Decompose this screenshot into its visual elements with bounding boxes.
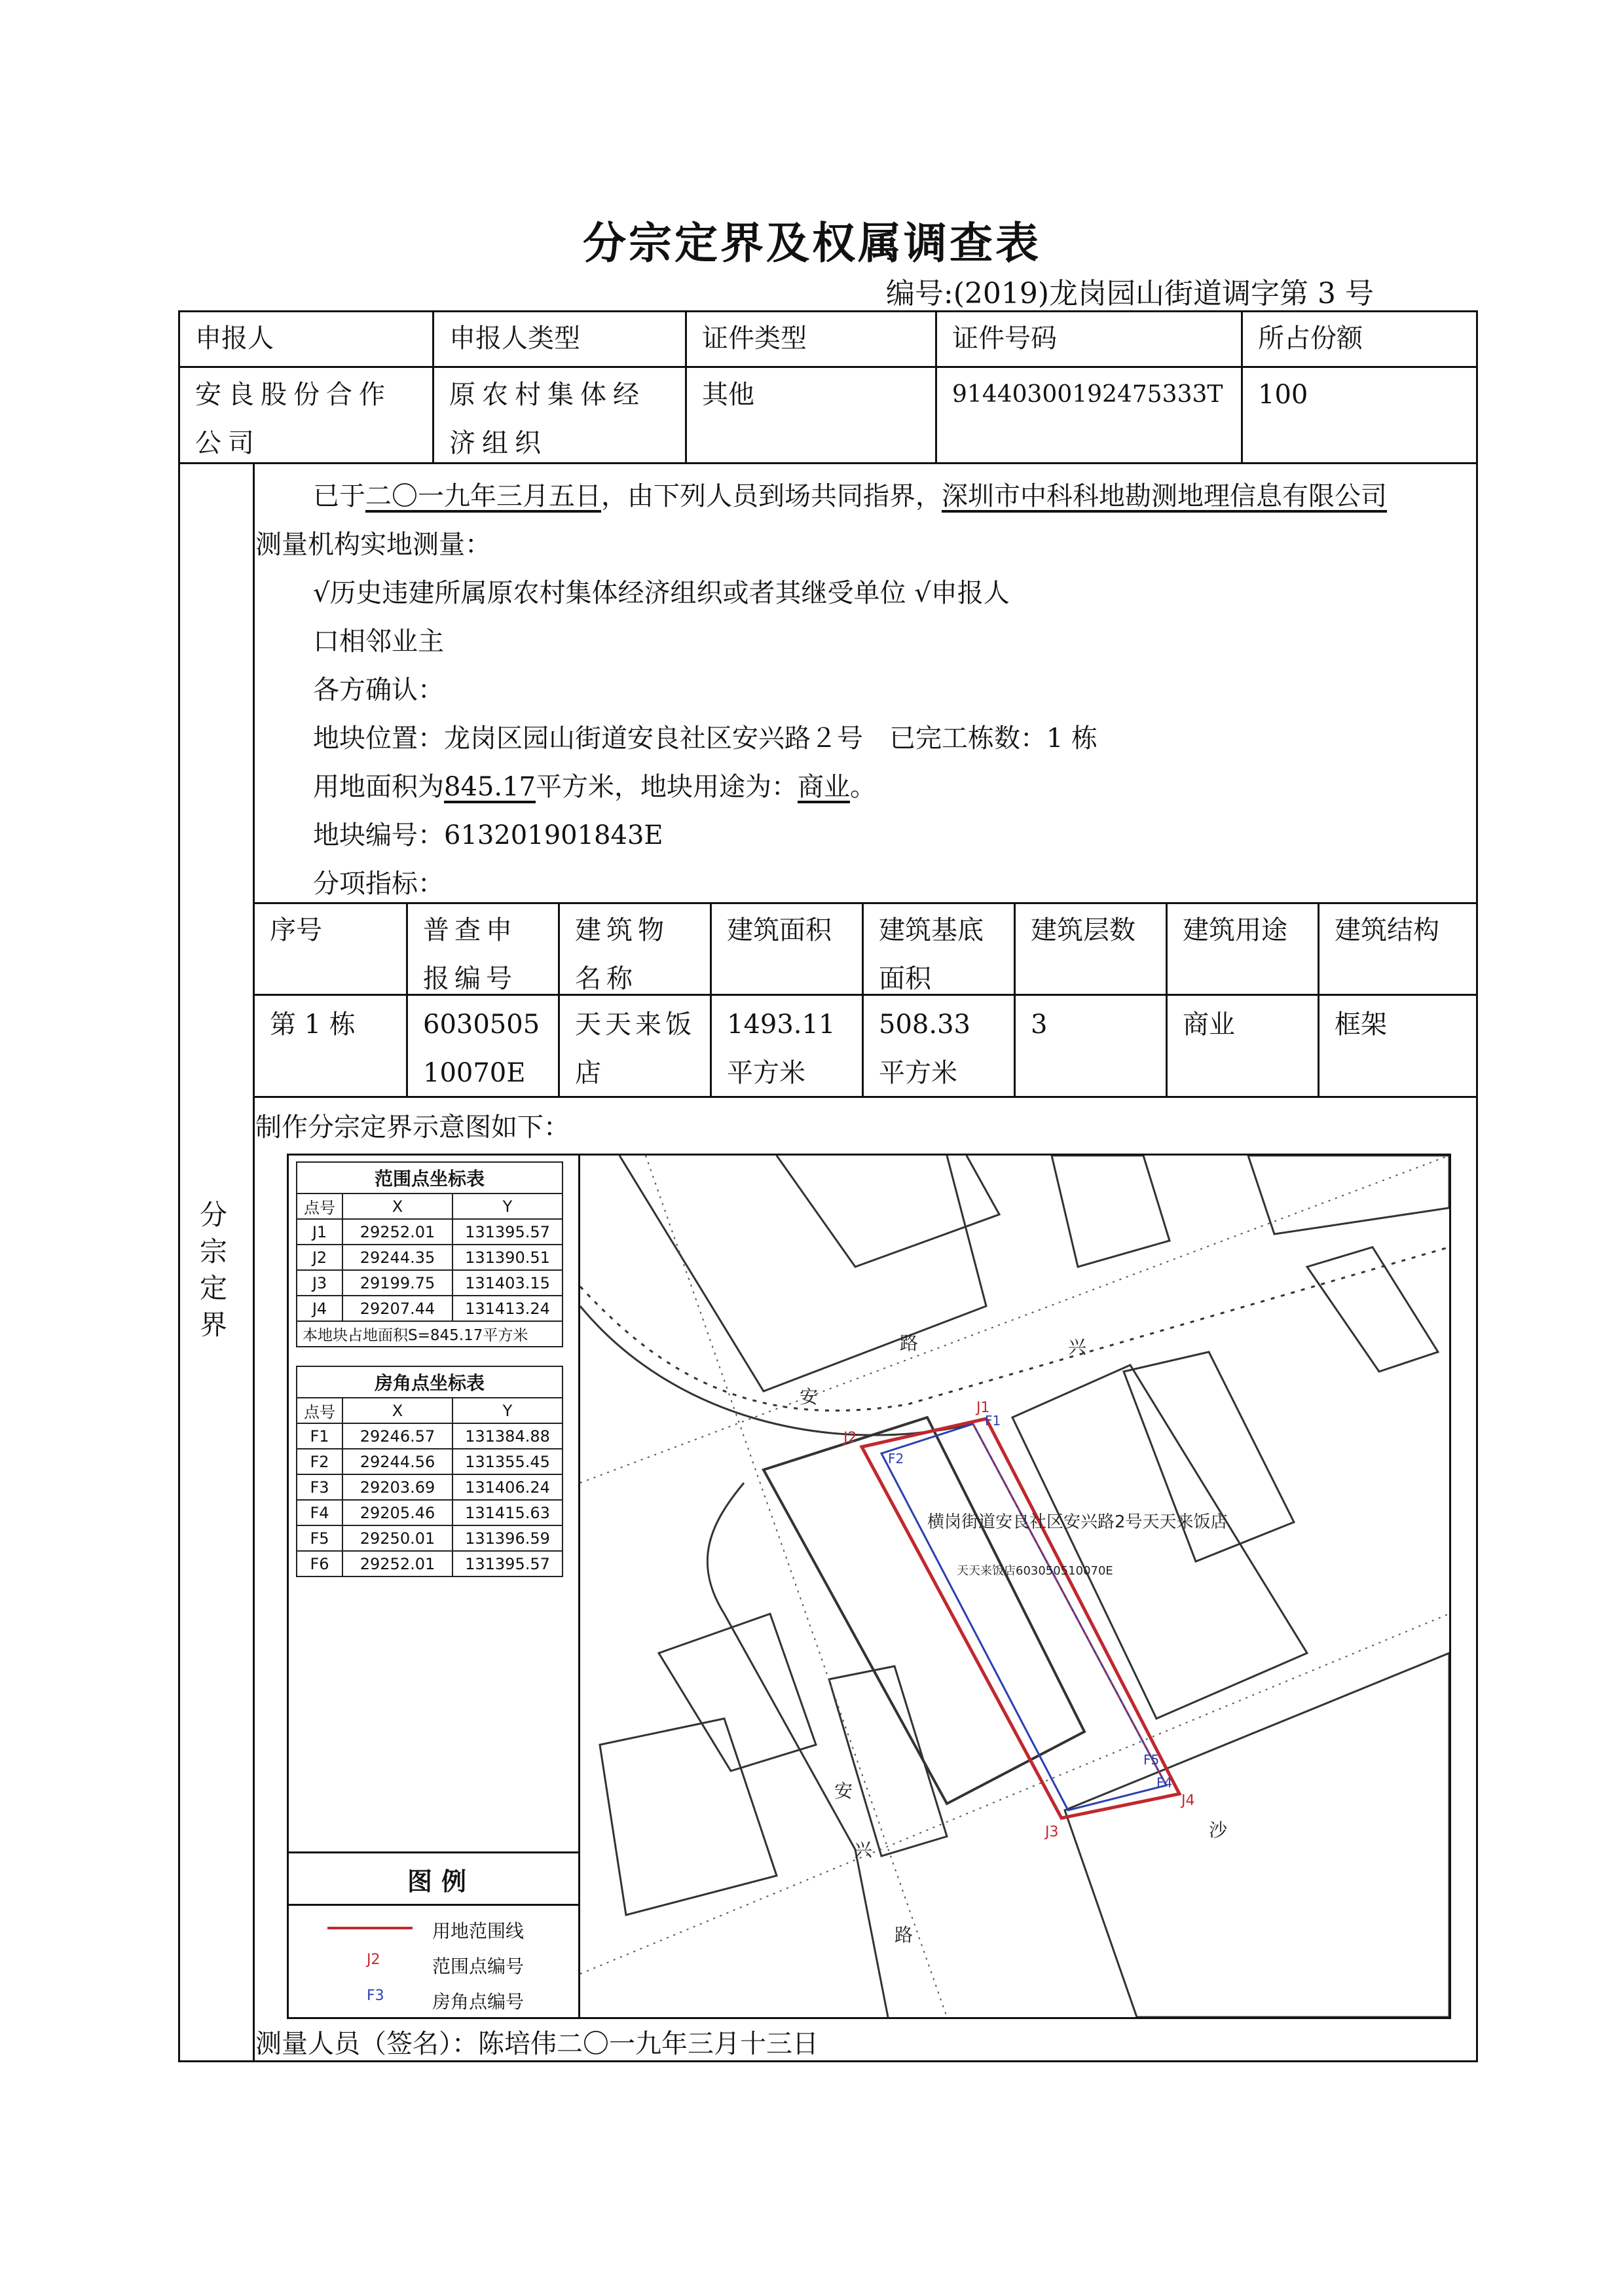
building-outline-e [1307, 1247, 1438, 1372]
building-outline-c [1052, 1156, 1170, 1267]
road-label-6: 路 [895, 1924, 913, 1946]
table-row: F6 29252.01 131395.57 [297, 1551, 563, 1576]
body-line-1: 已于二〇一九年三月五日，由下列人员到场共同指界，深圳市中科科地勘测地理信息有限公司 [313, 481, 1387, 511]
id-type-value: 其他 [702, 380, 754, 410]
point-label-j4: J4 [1181, 1793, 1195, 1809]
id-number-value: 91440300192475333T [952, 381, 1223, 408]
bt-row-seq: 第 1 栋 [270, 1010, 356, 1040]
dotted-line-3 [646, 1156, 947, 2017]
body-line-4: 口相邻业主 [313, 627, 444, 657]
body-line-location: 地块位置：龙岗区园山街道安良社区安兴路２号 已完工栋数：1 栋 [313, 723, 1098, 754]
boundary-coordinate-table [296, 1161, 563, 1347]
road-curb-north [580, 1306, 973, 1435]
bt-row-area: 1493.11 平方米 [727, 1010, 836, 1088]
table-row: J3 29199.75 131403.15 [297, 1270, 563, 1296]
point-label-f2: F2 [888, 1451, 904, 1467]
cct-header-point: 点号 [297, 1398, 342, 1423]
road-edge-north [580, 1247, 1449, 1411]
table-row: F5 29250.01 131396.59 [297, 1525, 563, 1551]
diagram-caption: 制作分宗定界示意图如下： [255, 1112, 570, 1142]
road-label-1: 安 [800, 1386, 819, 1408]
legend-title-divider [289, 1904, 580, 1906]
header-applicant-type: 申报人类型 [449, 323, 580, 354]
building-outline-b [777, 1156, 999, 1267]
bt-row-use: 商业 [1183, 1010, 1235, 1040]
table-row: J2 29244.35 131390.51 [297, 1245, 563, 1270]
surveyor-signature-line: 测量人员（签名）：陈培伟二〇一九年三月十三日 [255, 2029, 819, 2059]
adjacent-building-1 [1012, 1365, 1307, 1719]
body-line-parcel-id: 地块编号：613201901843E [313, 820, 663, 850]
building-label: 天天来饭店603050510070E [957, 1564, 1113, 1578]
bt-header-name: 建筑物名称 [575, 915, 669, 994]
parcel-label: 横岗街道安良社区安兴路2号天天来饭店 [927, 1512, 1228, 1532]
applicant-type-value: 原农村集体经济组织 [449, 380, 646, 458]
bct-header-y: Y [452, 1194, 563, 1219]
building-footprint [881, 1424, 1166, 1810]
dotted-line-1 [580, 1156, 1449, 1483]
site-map [580, 1156, 1449, 2017]
land-boundary-line [862, 1419, 1179, 1818]
building-outline-d [1248, 1156, 1449, 1234]
corner-table-title: 房角点坐标表 [297, 1366, 563, 1398]
body-line-5: 各方确认： [313, 675, 444, 705]
bt-row-name: 天天来饭店 [575, 1010, 695, 1088]
legend-item-boundary: 用地范围线 [432, 1920, 525, 1942]
section-label-boundary: 分宗定界 [199, 1199, 227, 1341]
cct-header-y: Y [452, 1398, 563, 1423]
applicant-name: 安良股份合作公司 [195, 380, 392, 458]
legend-symbols [327, 1918, 419, 2016]
bt-row-floors: 3 [1031, 1010, 1048, 1040]
table-row: J1 29252.01 131395.57 [297, 1219, 563, 1245]
boundary-table-title: 范围点坐标表 [297, 1162, 563, 1194]
legend-title: 图例 [407, 1867, 476, 1896]
table-row: F3 29203.69 131406.24 [297, 1474, 563, 1500]
small-building-2 [600, 1719, 777, 1915]
point-label-f5: F5 [1143, 1752, 1160, 1768]
point-label-f4: F4 [1156, 1775, 1173, 1791]
point-label-j2: J2 [843, 1430, 857, 1446]
body-line-area: 用地面积为845.17平方米，地块用途为：商业。 [313, 772, 876, 802]
table-row: F4 29205.46 131415.63 [297, 1500, 563, 1525]
legend-item-boundary-point: 范围点编号 [432, 1956, 525, 1977]
point-label-f1: F1 [985, 1413, 1001, 1429]
header-applicant: 申报人 [195, 323, 274, 354]
legend-f-symbol: F3 [367, 1988, 384, 2004]
road-label-5: 兴 [854, 1839, 873, 1861]
table-row: F2 29244.56 131355.45 [297, 1449, 563, 1474]
share-value: 100 [1258, 380, 1308, 410]
bt-header-base-area: 建筑基底面积 [879, 915, 984, 994]
corner-coordinate-table [296, 1366, 563, 1577]
block-south-east [1065, 1653, 1449, 2017]
cct-header-x: X [342, 1398, 452, 1423]
road-label-2: 兴 [1068, 1336, 1087, 1358]
bct-header-x: X [342, 1194, 452, 1219]
document-number: 编号:(2019)龙岗园山街道调字第 3 号 [885, 277, 1374, 310]
point-label-j3: J3 [1045, 1824, 1059, 1840]
bt-header-census-no: 普查申报编号 [423, 915, 517, 994]
page-title: 分宗定界及权属调查表 [583, 218, 1041, 268]
bt-row-base-area: 508.33 平方米 [879, 1010, 970, 1088]
road-label-7: 沙 [1209, 1819, 1228, 1841]
body-line-3: √历史违建所属原农村集体经济组织或者其继受单位 √申报人 [313, 578, 1010, 608]
table-row: F1 29246.57 131384.88 [297, 1423, 563, 1449]
bct-header-point: 点号 [297, 1194, 342, 1219]
bt-row-structure: 框架 [1335, 1010, 1387, 1040]
table-row: J4 29207.44 131413.24 [297, 1296, 563, 1321]
body-line-2: 测量机构实地测量： [255, 530, 491, 560]
legend-item-corner-point: 房角点编号 [432, 1991, 525, 2013]
header-id-type: 证件类型 [702, 323, 807, 354]
bt-header-seq: 序号 [270, 915, 322, 945]
bt-row-census-no: 603050510070E [423, 1010, 540, 1088]
bt-header-use: 建筑用途 [1183, 915, 1287, 945]
point-label-j1: J1 [976, 1400, 990, 1416]
bt-header-structure: 建筑结构 [1335, 915, 1439, 945]
road-label-4: 安 [834, 1780, 853, 1802]
header-share: 所占份额 [1258, 323, 1363, 354]
road-label-3: 路 [900, 1332, 919, 1354]
legend-j-symbol: J2 [367, 1952, 380, 1968]
building-outline-a [619, 1156, 986, 1391]
body-line-items: 分项指标： [313, 869, 444, 899]
header-id-number: 证件号码 [952, 323, 1057, 354]
bt-header-area: 建筑面积 [727, 915, 832, 945]
parcel-area-note: 本地块占地面积S=845.17平方米 [297, 1321, 563, 1347]
legend-divider [289, 1851, 580, 1853]
dotted-line-2 [580, 1614, 1449, 1974]
bt-header-floors: 建筑层数 [1031, 915, 1135, 945]
